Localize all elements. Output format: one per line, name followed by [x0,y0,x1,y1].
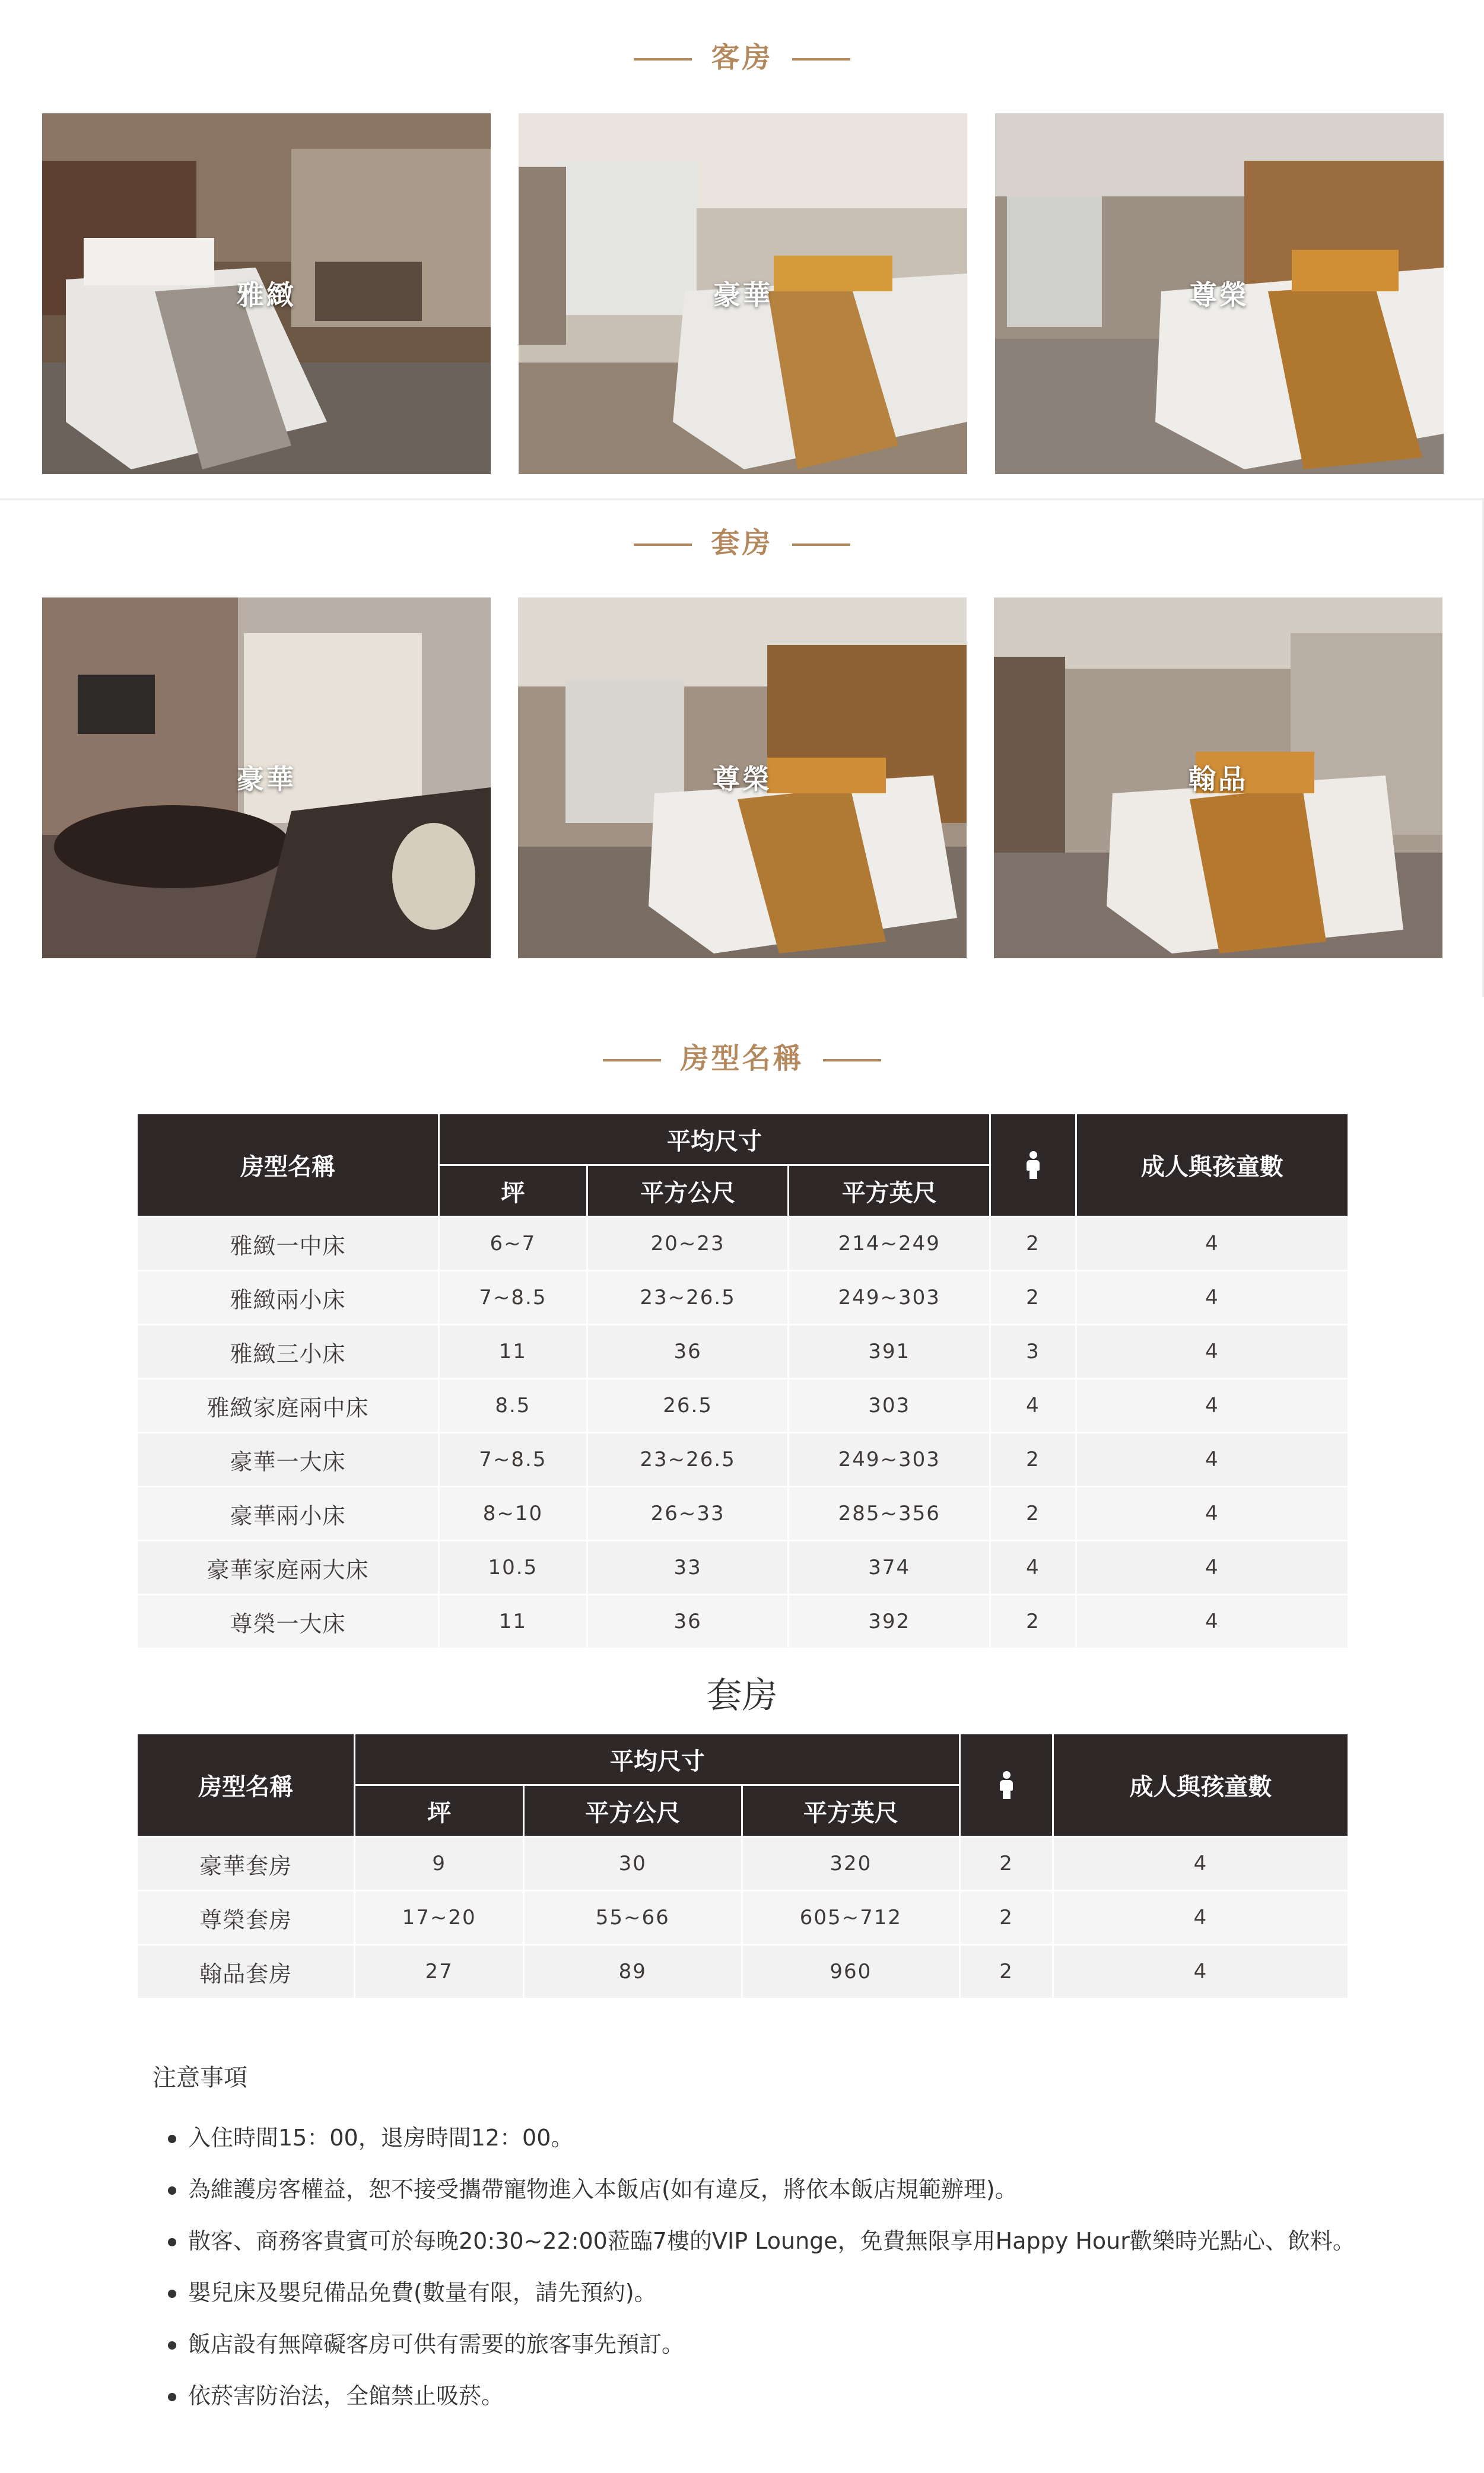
cell-ping: 10.5 [439,1541,587,1595]
col-header-persons [960,1734,1053,1837]
cell-name: 翰品套房 [137,1945,355,1999]
col-header-name: 房型名稱 [137,1114,439,1217]
cell-persons: 3 [990,1325,1076,1379]
col-header-sqft: 平方英尺 [789,1165,990,1217]
photo-label: 尊榮 [1190,279,1249,311]
cell-capacity: 4 [1076,1271,1348,1325]
title-line-right [823,1059,881,1061]
cell-ping: 6~7 [439,1217,587,1271]
cell-sqft: 249~303 [789,1433,990,1487]
suite-photo-deluxe[interactable] [42,597,491,958]
cell-name: 雅緻三小床 [137,1325,439,1379]
table-row [137,1945,1349,1999]
col-header-persons [990,1114,1076,1217]
cell-persons: 4 [990,1541,1076,1595]
table-row [137,1379,1349,1433]
list-item: 入住時間15：00，退房時間12：00。 [188,2112,1355,2164]
cell-ping: 8.5 [439,1379,587,1433]
list-item: 嬰兒床及嬰兒備品免費(數量有限，請先預約)。 [188,2267,1355,2319]
suite-photo-signature[interactable] [994,597,1442,958]
col-header-sqft: 平方英尺 [742,1785,960,1837]
cell-name: 豪華兩小床 [137,1487,439,1541]
cell-ping: 27 [355,1945,524,1999]
cell-persons: 2 [960,1837,1053,1891]
cell-sqm: 26.5 [587,1379,789,1433]
cell-capacity: 4 [1076,1325,1348,1379]
cell-name: 豪華家庭兩大床 [137,1541,439,1595]
rooms-section-title [0,34,1484,75]
cell-sqm: 26~33 [587,1487,789,1541]
cell-ping: 7~8.5 [439,1271,587,1325]
suites-section-title [0,520,1484,561]
table-row [137,1433,1349,1487]
title-line-left [634,58,692,61]
cell-sqm: 23~26.5 [587,1271,789,1325]
table-row [137,1217,1349,1271]
table-row [137,1891,1349,1945]
cell-sqm: 36 [587,1325,789,1379]
suites-table [136,1733,1349,2000]
cell-sqm: 23~26.5 [587,1433,789,1487]
cell-persons: 2 [990,1487,1076,1541]
cell-sqft: 391 [789,1325,990,1379]
suites-section-title-text: 套房 [711,526,773,560]
person-icon [1026,1151,1040,1180]
cell-name: 雅緻家庭兩中床 [137,1379,439,1433]
list-item: 散客、商務客貴賓可於每晚20:30~22:00蒞臨7樓的VIP Lounge，免費無限享用Happy Hour歡樂時光點心、飲料。 [188,2215,1355,2267]
room-photo-elegant[interactable] [42,113,491,474]
cell-sqm: 20~23 [587,1217,789,1271]
cell-capacity: 4 [1076,1217,1348,1271]
col-header-ping: 坪 [439,1165,587,1217]
list-item: 為維護房客權益，恕不接受攜帶寵物進入本飯店(如有違反，將依本飯店規範辦理)。 [188,2164,1355,2215]
cell-name: 雅緻兩小床 [137,1271,439,1325]
room-types-title-text: 房型名稱 [680,1042,804,1075]
cell-persons: 2 [960,1945,1053,1999]
table-row [137,1595,1349,1649]
cell-capacity: 4 [1076,1487,1348,1541]
title-line-left [603,1059,661,1061]
room-types-title [0,1035,1484,1076]
cell-sqm: 55~66 [524,1891,742,1945]
cell-capacity: 4 [1053,1891,1348,1945]
photo-label: 豪華 [713,279,773,311]
cell-sqft: 960 [742,1945,960,1999]
title-line-left [634,543,692,546]
cell-sqft: 214~249 [789,1217,990,1271]
cell-sqft: 374 [789,1541,990,1595]
cell-capacity: 4 [1076,1433,1348,1487]
cell-persons: 2 [990,1433,1076,1487]
suites-table-heading: 套房 [706,1675,778,1717]
cell-name: 尊榮套房 [137,1891,355,1945]
cell-capacity: 4 [1053,1837,1348,1891]
cell-ping: 9 [355,1837,524,1891]
cell-persons: 4 [990,1379,1076,1433]
col-header-sqm: 平方公尺 [587,1165,789,1217]
col-header-sqm: 平方公尺 [524,1785,742,1837]
list-item: 依菸害防治法，全館禁止吸菸。 [188,2370,1355,2422]
cell-ping: 8~10 [439,1487,587,1541]
cell-sqft: 303 [789,1379,990,1433]
title-line-right [792,543,850,546]
cell-ping: 7~8.5 [439,1433,587,1487]
cell-sqm: 33 [587,1541,789,1595]
room-photo-premier[interactable] [995,113,1444,474]
photo-label: 尊榮 [713,763,772,795]
list-item: 飯店設有無障礙客房可供有需要的旅客事先預訂。 [188,2319,1355,2370]
cell-sqft: 249~303 [789,1271,990,1325]
cell-sqft: 285~356 [789,1487,990,1541]
table-row [137,1541,1349,1595]
cell-persons: 2 [990,1217,1076,1271]
cell-sqft: 320 [742,1837,960,1891]
cell-capacity: 4 [1076,1595,1348,1649]
table-row [137,1487,1349,1541]
cell-sqm: 89 [524,1945,742,1999]
cell-persons: 2 [990,1595,1076,1649]
photo-label: 豪華 [237,763,296,795]
photo-label: 翰品 [1189,763,1248,795]
col-header-avg-size: 平均尺寸 [355,1734,960,1785]
suite-photo-premier[interactable] [518,597,967,958]
rooms-table [136,1112,1349,1649]
col-header-name: 房型名稱 [137,1734,355,1837]
cell-ping: 17~20 [355,1891,524,1945]
notes-title: 注意事項 [152,2064,247,2091]
notes-list [152,2112,1355,2422]
title-line-right [792,58,850,61]
cell-capacity: 4 [1053,1945,1348,1999]
cell-sqm: 36 [587,1595,789,1649]
cell-persons: 2 [960,1891,1053,1945]
person-icon [999,1771,1013,1800]
table-row [137,1837,1349,1891]
cell-sqft: 392 [789,1595,990,1649]
cell-name: 豪華一大床 [137,1433,439,1487]
col-header-capacity: 成人與孩童數 [1076,1114,1348,1217]
cell-sqm: 30 [524,1837,742,1891]
cell-name: 雅緻一中床 [137,1217,439,1271]
cell-sqft: 605~712 [742,1891,960,1945]
col-header-capacity: 成人與孩童數 [1053,1734,1348,1837]
cell-ping: 11 [439,1325,587,1379]
cell-capacity: 4 [1076,1541,1348,1595]
table-row [137,1325,1349,1379]
cell-persons: 2 [990,1271,1076,1325]
col-header-avg-size: 平均尺寸 [439,1114,990,1165]
col-header-ping: 坪 [355,1785,524,1837]
rooms-section-title-text: 客房 [711,41,773,74]
cell-capacity: 4 [1076,1379,1348,1433]
cell-name: 豪華套房 [137,1837,355,1891]
cell-name: 尊榮一大床 [137,1595,439,1649]
room-photo-deluxe[interactable] [519,113,967,474]
table-row [137,1271,1349,1325]
photo-label: 雅緻 [237,279,296,311]
cell-ping: 11 [439,1595,587,1649]
